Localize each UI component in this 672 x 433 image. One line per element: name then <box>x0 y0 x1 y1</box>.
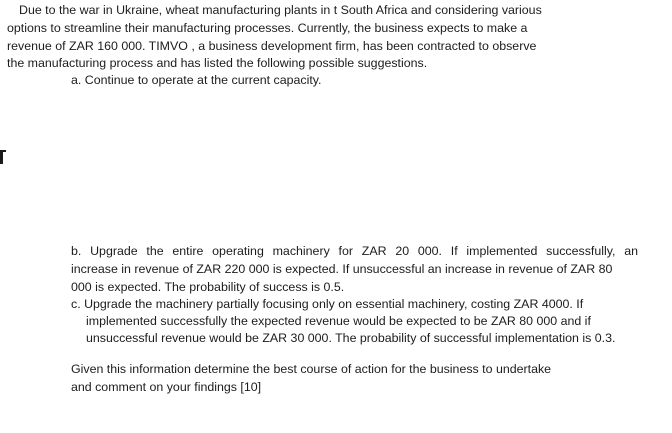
option-c-line-1: c. Upgrade the machinery partially focusing only on essential machinery, costing ZAR 4000. If <box>71 297 584 311</box>
option-b-line-2: increase in revenue of ZAR 220 000 is expected. If unsuccessful an increase in revenue of ZAR 80 <box>71 262 613 276</box>
option-b-line-1: b. Upgrade the entire operating machinery for ZAR 20 000. If implemented successfully, an <box>71 244 638 258</box>
option-b-line-3: 000 is expected. The probability of success is 0.5. <box>71 280 345 294</box>
option-c-line-2: implemented successfully the expected revenue would be expected to be ZAR 80 000 and if <box>86 314 591 328</box>
intro-line-1: Due to the war in Ukraine, wheat manufacturing plants in t South Africa and considering various <box>19 3 542 17</box>
intro-line-3: revenue of ZAR 160 000. TIMVO , a business development firm, has been contracted to observe <box>7 39 537 53</box>
intro-line-4: the manufacturing process and has listed the following possible suggestions. <box>7 56 428 70</box>
question-line-1: Given this information determine the best course of action for the business to undertake <box>71 362 552 376</box>
option-c-line-3: unsuccessful revenue would be ZAR 30 000. The probability of successful implementation is 0.3. <box>86 331 616 345</box>
question-line-2: and comment on your findings [10] <box>71 380 262 394</box>
margin-mark-stem <box>0 152 3 164</box>
option-a: a. Continue to operate at the current capacity. <box>71 73 322 87</box>
intro-line-2: options to streamline their manufacturing processes. Currently, the business expects to make a <box>7 21 528 35</box>
